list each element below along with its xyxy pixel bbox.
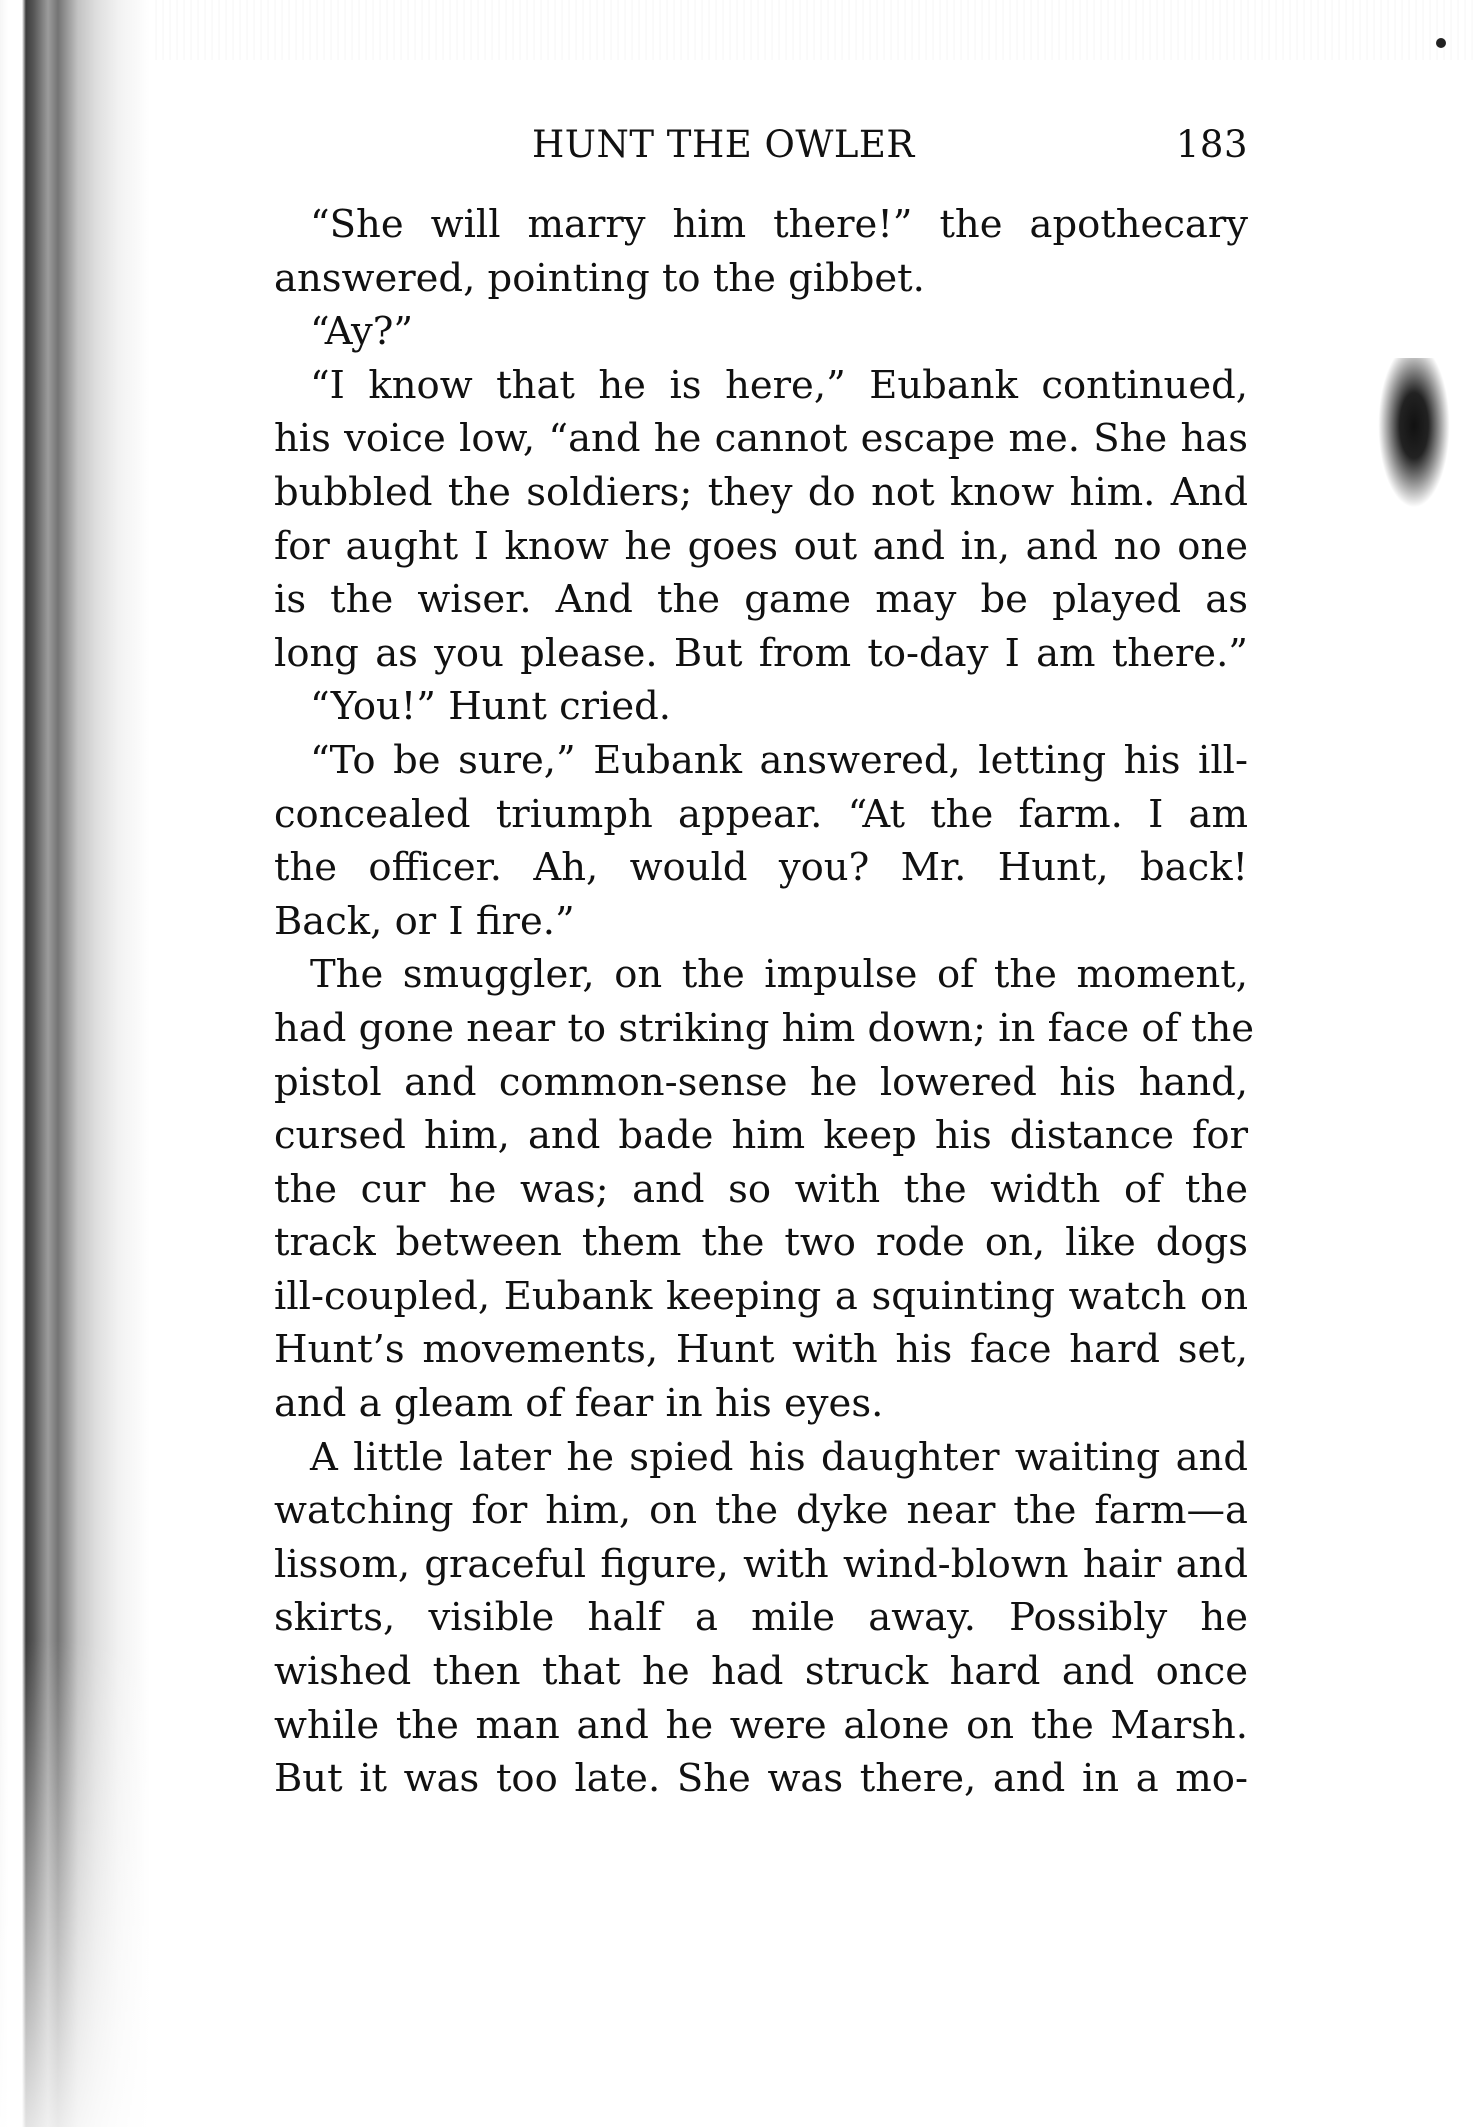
text-line: The smuggler, on the impulse of the moment, [310, 952, 1248, 998]
text-line: his voice low, “and he cannot escape me. She has [274, 416, 1248, 462]
text-line: long as you please. But from to-day I am there.” [274, 630, 1248, 676]
scan-gutter-fade [0, 1640, 150, 2127]
page-number: 183 [1175, 123, 1248, 166]
text-line: while the man and he were alone on the Marsh. [274, 1702, 1248, 1748]
text-line: wished then that he had struck hard and once [274, 1649, 1248, 1695]
text-line: “I know that he is here,” Eubank continued, [310, 362, 1248, 408]
text-line: answered, pointing to the gibbet. [274, 255, 925, 301]
text-line: is the wiser. And the game may be played as [274, 577, 1248, 623]
text-line: and a gleam of fear in his eyes. [274, 1381, 884, 1427]
paragraph [238, 680, 1248, 734]
text-line: skirts, visible half a mile away. Possibly he [274, 1595, 1248, 1641]
text-line: bubbled the soldiers; they do not know him. And [274, 469, 1248, 515]
text-line: “She will marry him there!” the apothecary [310, 202, 1248, 247]
text-line: track between them the two rode on, like dogs [274, 1220, 1248, 1266]
paragraph [238, 948, 1255, 1430]
text-line: “Ay?” [310, 309, 414, 355]
text-line: A little later he spied his daughter waiting and [310, 1434, 1248, 1480]
paragraph [238, 734, 1248, 948]
running-head-title: HUNT THE OWLER [532, 123, 915, 166]
text-line: for aught I know he goes out and in, and no one [274, 523, 1248, 569]
text-line: concealed triumph appear. “At the farm. I am [274, 791, 1248, 837]
text-line: Hunt’s movements, Hunt with his face hard set, [274, 1327, 1248, 1373]
text-line: lissom, graceful figure, with wind-blown hair and [274, 1541, 1248, 1587]
text-line: “You!” Hunt cried. [310, 684, 672, 730]
running-head [238, 118, 1248, 198]
paragraph [238, 359, 1248, 681]
text-line: “To be sure,” Eubank answered, letting his ill- [310, 737, 1248, 783]
text-line: Back, or I fire.” [274, 898, 575, 944]
paragraph [238, 198, 1248, 305]
paragraph [238, 1431, 1248, 1806]
text-line: But it was too late. She was there, and in a mo- [274, 1756, 1248, 1802]
text-line: had gone near to striking him down; in face of the [274, 1005, 1255, 1051]
ink-dot-mark [1436, 38, 1446, 48]
text-line: the cur he was; and so with the width of the [274, 1166, 1248, 1212]
text-line: cursed him, and bade him keep his distance for [274, 1113, 1248, 1159]
ink-blot-mark [1378, 358, 1450, 508]
text-line: the officer. Ah, would you? Mr. Hunt, back! [274, 845, 1248, 891]
text-line: ill-coupled, Eubank keeping a squinting watch on [274, 1273, 1248, 1319]
page-text [238, 118, 1255, 1806]
paragraph [238, 305, 1248, 359]
text-line: watching for him, on the dyke near the farm—a [274, 1488, 1248, 1534]
text-line: pistol and common-sense he lowered his hand, [274, 1059, 1248, 1105]
scan-top-noise [150, 0, 1475, 60]
